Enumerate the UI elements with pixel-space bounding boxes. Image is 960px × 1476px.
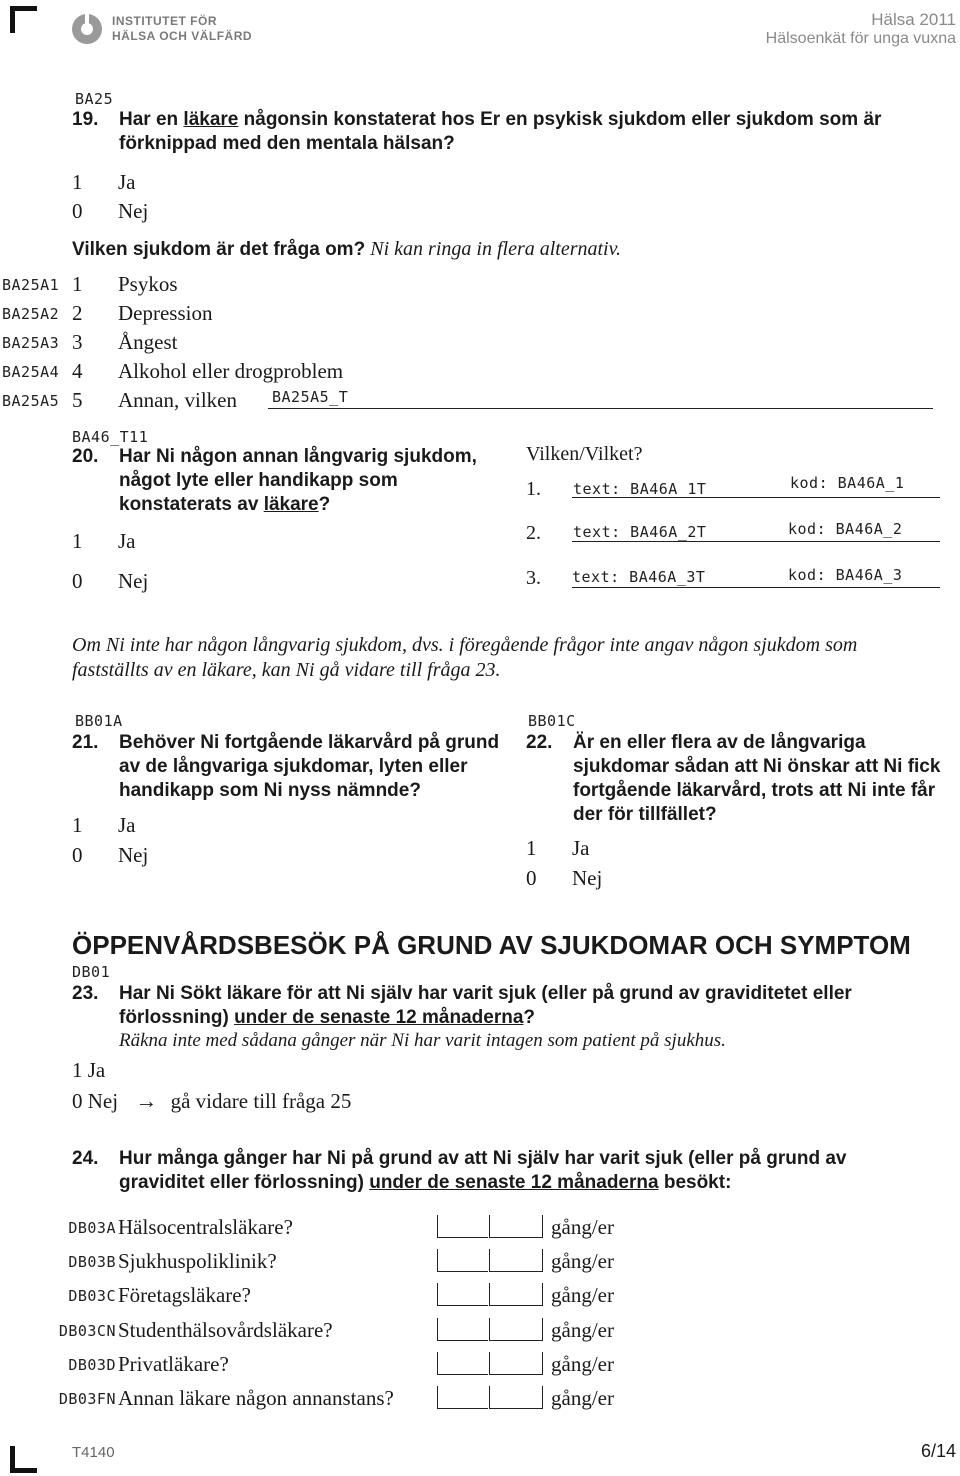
q19-sub-code-3: BA25A3 — [2, 334, 60, 352]
q19-number: 19. — [72, 109, 99, 130]
logo-line1: INSTITUTET FÖR — [112, 14, 217, 28]
q24-row-code: DB03CN — [58, 1322, 116, 1340]
q20-which-num-3: 3. — [526, 567, 541, 589]
q19-sub-code-2: BA25A2 — [2, 305, 60, 323]
q21-number: 21. — [72, 732, 99, 753]
q20-code: BA46_T11 — [72, 428, 149, 446]
q24-row-code: DB03C — [68, 1287, 116, 1305]
q21-text: Behöver Ni fortgående läkarvård på grund av de långvariga sjukdomar, lyten eller handikapp som Ni nyss nämnde? — [119, 732, 500, 801]
crop-mark-bottom-left — [10, 1446, 37, 1473]
q19-option-yes[interactable]: 1 Ja — [72, 170, 136, 194]
q24-row-count-field-a[interactable] — [437, 1352, 488, 1375]
q23-code: DB01 — [72, 963, 111, 981]
q20-which-label: Vilken/Vilket? — [526, 443, 643, 465]
q22-number: 22. — [526, 732, 553, 753]
q24-number: 24. — [72, 1148, 99, 1169]
q20-which-line-3[interactable] — [572, 587, 940, 588]
page-number: 6/14 — [920, 1441, 956, 1461]
q20-which-kod-3: kod: BA46A_3 — [788, 566, 903, 584]
q20-which-kod-2: kod: BA46A_2 — [788, 520, 903, 538]
q24-row-count-field-a[interactable] — [437, 1386, 488, 1409]
q21-option-no[interactable]: 0 Nej — [72, 843, 149, 867]
q24-row-label: Annan läkare någon annanstans? — [118, 1386, 394, 1410]
q20-number: 20. — [72, 446, 99, 467]
q19-other-input-line[interactable] — [268, 408, 933, 409]
q22-text: Är en eller flera av de långvariga sjukdomar sådan att Ni önskar att Ni fick fortgående läkarvård, trots att Ni inte får der för tillfället? — [573, 732, 941, 825]
q20-which-line-2[interactable] — [572, 541, 940, 542]
q24-row-unit: gång/er — [551, 1386, 614, 1410]
footer-code: T4140 — [72, 1444, 115, 1461]
q24-period-link: under de senaste 12 månaderna — [369, 1172, 659, 1193]
page-title: Hälsa 2011 — [871, 10, 956, 29]
q20-which-line-1[interactable] — [572, 497, 940, 498]
crop-mark-top-left — [10, 6, 37, 33]
q22-option-no[interactable]: 0 Nej — [526, 866, 603, 890]
q19-link-lakare: läkare — [183, 109, 239, 130]
q20-link-lakare: läkare — [263, 494, 319, 515]
q19-sub-code-4: BA25A4 — [2, 363, 60, 381]
q20-which-num-2: 2. — [526, 522, 541, 544]
q23-period-link: under de senaste 12 månaderna — [234, 1007, 524, 1028]
q23-note: Räkna inte med sådana gånger när Ni har varit intagen som patient på sjukhus. — [119, 1030, 726, 1051]
q24-row-code: DB03A — [68, 1219, 116, 1237]
q23-option-no[interactable]: 0 Nej → gå vidare till fråga 25 — [72, 1088, 352, 1113]
q20-option-yes[interactable]: 1 Ja — [72, 529, 136, 553]
q24-row-count-field-b[interactable] — [489, 1352, 543, 1375]
q24-row-label: Privatläkare? — [118, 1352, 229, 1376]
q20-which-text-3: text: BA46A_3T — [572, 568, 706, 586]
q24-row-count-field-b[interactable] — [489, 1215, 543, 1238]
section-title: ÖPPENVÅRDSBESÖK PÅ GRUND AV SJUKDOMAR OCH SYMPTOM — [72, 930, 911, 960]
q24-row-count-field-b[interactable] — [489, 1318, 543, 1341]
logo-mark-icon — [70, 12, 104, 46]
q19-text: Har en läkare någonsin konstaterat hos Er en psykisk sjukdom eller sjukdom som är förknippad med den mentala hälsan? — [119, 109, 882, 154]
q19-sub-option-alkohol[interactable]: 4 Alkohol eller drogproblem — [72, 359, 344, 383]
logo-line2: HÄLSA OCH VÄLFÄRD — [112, 29, 253, 43]
q20-which-num-1: 1. — [526, 478, 541, 500]
q24-row-code: DB03D — [68, 1356, 116, 1374]
q24-row-code: DB03B — [68, 1253, 116, 1271]
q22-code: BB01C — [528, 712, 576, 730]
q19-sub-code-1: BA25A1 — [2, 276, 60, 294]
arrow-right-icon: → — [135, 1088, 158, 1113]
q24-row-unit: gång/er — [551, 1215, 614, 1239]
q19-option-no[interactable]: 0 Nej — [72, 199, 149, 223]
q24-row-label: Företagsläkare? — [118, 1283, 251, 1307]
q24-row-code: DB03FN — [58, 1390, 116, 1408]
q24-row-count-field-a[interactable] — [437, 1318, 488, 1341]
q24-row-label: Hälsocentralsläkare? — [118, 1215, 293, 1239]
q21-option-yes[interactable]: 1 Ja — [72, 813, 136, 837]
q24-row-label: Studenthälsovårdsläkare? — [118, 1318, 333, 1342]
skip-instruction: Om Ni inte har någon långvarig sjukdom, dvs. i föregående frågor inte angav någon sjukdom som fastställts av en läkare, kan Ni gå vidare till fråga 23. — [72, 634, 858, 681]
institute-logo — [70, 12, 290, 46]
q21-code: BB01A — [75, 712, 123, 730]
q24-text: Hur många gånger har Ni på grund av att Ni själv har varit sjuk (eller på grund av graviditet eller förlossning) under de senaste 12 månaderna besökt: — [119, 1148, 847, 1193]
q24-row-count-field-b[interactable] — [489, 1283, 543, 1306]
q24-row-count-field-a[interactable] — [437, 1283, 488, 1306]
q23-number: 23. — [72, 983, 99, 1004]
q19-sub-option-depression[interactable]: 2 Depression — [72, 301, 213, 325]
q24-row-unit: gång/er — [551, 1249, 614, 1273]
q19-other-code: BA25A5_T — [272, 388, 349, 406]
q24-row-unit: gång/er — [551, 1318, 614, 1342]
q24-row-count-field-b[interactable] — [489, 1386, 543, 1409]
q19-sub-code-5: BA25A5 — [2, 392, 60, 410]
q19-sub-option-psykos[interactable]: 1 Psykos — [72, 272, 178, 296]
q22-option-yes[interactable]: 1 Ja — [526, 836, 590, 860]
q19-code: BA25 — [75, 90, 114, 108]
q19-sub-option-annan[interactable]: 5 Annan, vilken — [72, 388, 237, 412]
q23-option-yes[interactable]: 1 Ja — [72, 1058, 106, 1082]
q20-text: Har Ni någon annan långvarig sjukdom, något lyte eller handikapp som konstaterats av läkare? — [119, 446, 477, 515]
q24-row-count-field-a[interactable] — [437, 1215, 488, 1238]
q19-followup: Vilken sjukdom är det fråga om? Ni kan ringa in flera alternativ. — [72, 238, 622, 260]
q24-row-label: Sjukhuspoliklinik? — [118, 1249, 277, 1273]
q23-skip-text: gå vidare till fråga 25 — [170, 1089, 352, 1113]
q24-row-unit: gång/er — [551, 1283, 614, 1307]
q20-which-text-2: text: BA46A_2T — [573, 523, 707, 541]
q20-which-kod-1: kod: BA46A_1 — [790, 474, 905, 492]
q24-row-unit: gång/er — [551, 1352, 614, 1376]
page-subtitle: Hälsoenkät för unga vuxna — [765, 30, 956, 47]
q24-row-count-field-b[interactable] — [489, 1249, 543, 1272]
q24-row-count-field-a[interactable] — [437, 1249, 488, 1272]
q19-sub-option-angest[interactable]: 3 Ångest — [72, 330, 178, 354]
q20-which-text-1: text: BA46A_1T — [573, 480, 707, 498]
q23-text: Har Ni Sökt läkare för att Ni själv har varit sjuk (eller på grund av graviditetet eller förlossning) under de senaste 12 månaderna? — [119, 983, 852, 1028]
q20-option-no[interactable]: 0 Nej — [72, 569, 149, 593]
